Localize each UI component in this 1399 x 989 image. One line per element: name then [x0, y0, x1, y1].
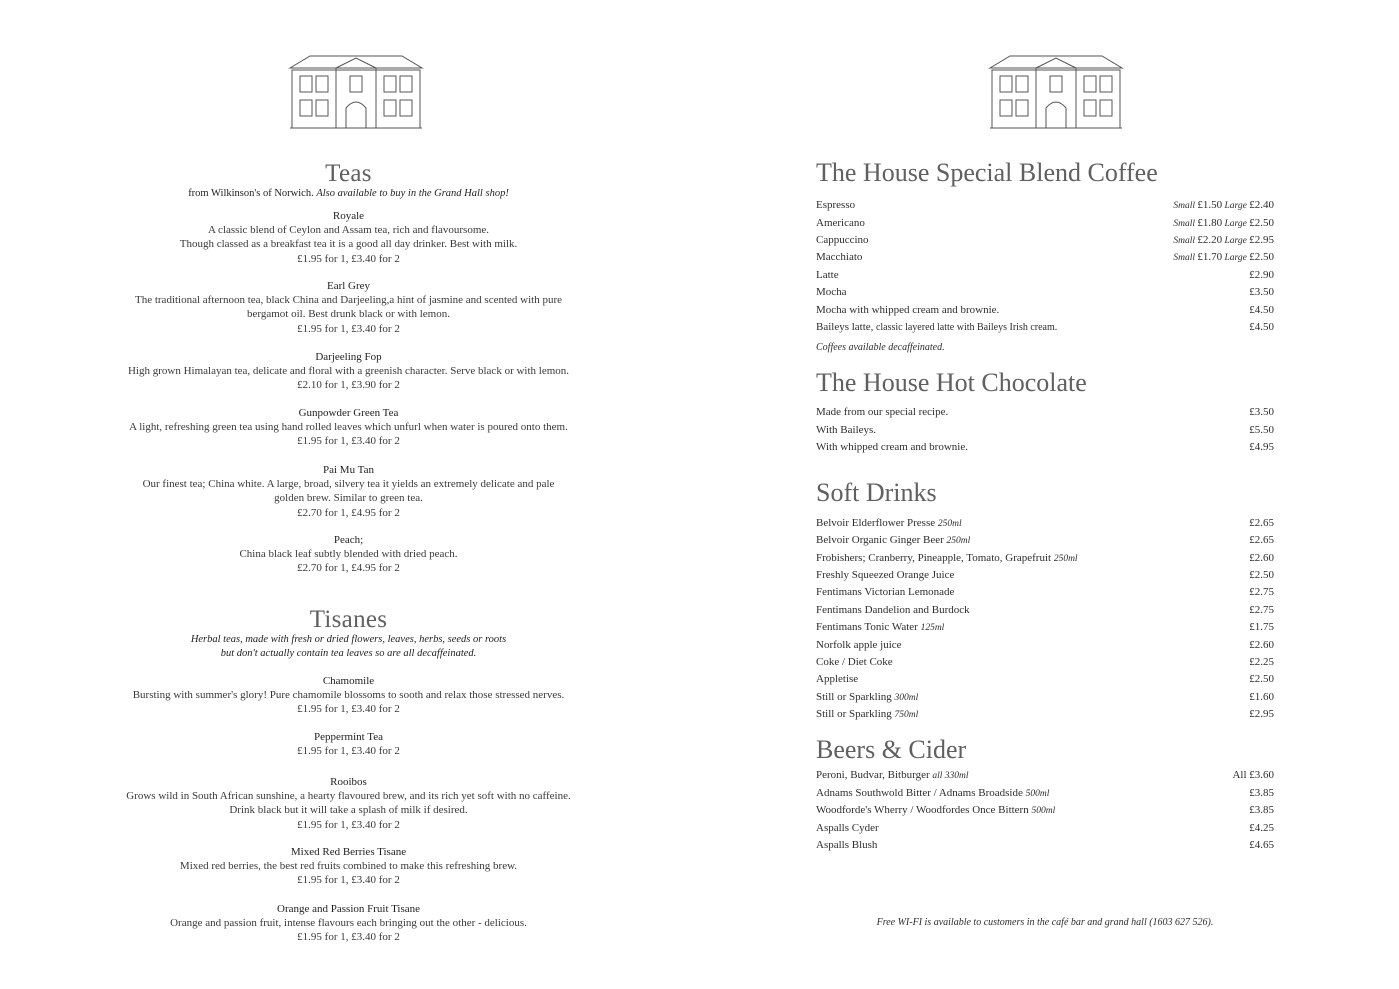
coffee-price: £2.90	[1249, 269, 1274, 281]
coffee-title: The House Special Blend Coffee	[816, 158, 1158, 187]
tea-name: Pai Mu Tan	[323, 464, 374, 476]
soft-drink-price: £2.60	[1249, 639, 1274, 651]
beer-price: £4.25	[1249, 822, 1274, 834]
coffee-name: Mocha	[816, 286, 847, 298]
coffee-name: Macchiato	[816, 251, 863, 263]
tea-name: Darjeeling Fop	[315, 351, 382, 363]
soft-drink-price: £2.95	[1249, 708, 1274, 720]
price-large: £2.40	[1249, 199, 1274, 211]
tisane-item	[100, 845, 597, 888]
drink-label: Still or Sparkling	[816, 691, 895, 703]
coffee-name-main: Baileys latte,	[816, 321, 874, 333]
tea-desc: The traditional afternoon tea, black China and Darjeeling,a hint of jasmine and scented with pure	[134, 294, 563, 307]
tea-item	[100, 406, 597, 449]
coffee-price: £4.50	[1249, 304, 1274, 316]
chocolate-price: £4.95	[1249, 441, 1274, 453]
tisanes-subtitle: Herbal teas, made with fresh or dried flowers, leaves, herbs, seeds or roots	[190, 634, 507, 645]
teas-subtitle-italic: Also available to buy in the Grand Hall shop!	[316, 188, 509, 199]
size-label: Large	[1222, 201, 1250, 211]
drink-size: 125ml	[920, 623, 945, 633]
teas-subtitle	[100, 187, 597, 200]
soft-drink-price: £1.60	[1249, 691, 1274, 703]
coffee-price: £3.50	[1249, 286, 1274, 298]
coffee-detail: classic layered latte with Baileys Irish cream.	[873, 322, 1058, 333]
tea-desc: High grown Himalayan tea, delicate and floral with a greenish character. Serve black or with lemon.	[127, 365, 570, 378]
tea-name: Peach;	[333, 534, 364, 546]
tea-item	[100, 463, 597, 520]
soft-drink-name	[816, 638, 902, 653]
coffee-price	[1173, 250, 1274, 265]
price-small: £1.80	[1197, 217, 1223, 229]
tisanes-subtitle: but don't actually contain tea leaves so are all decaffeinated.	[220, 648, 477, 659]
beer-price: £3.85	[1249, 804, 1274, 816]
chocolate-name: With whipped cream and brownie.	[816, 441, 968, 453]
price-small: £1.70	[1197, 251, 1223, 263]
coffee-name	[816, 320, 1057, 335]
beer-price: £3.85	[1249, 787, 1274, 799]
coffee-name: Cappuccino	[816, 234, 869, 246]
tea-desc: Our finest tea; China white. A large, broad, silvery tea it yields an extremely delicate and pale	[142, 478, 555, 491]
tisane-item	[100, 730, 597, 758]
tisane-name: Chamomile	[322, 675, 375, 687]
chocolate-name: With Baileys.	[816, 424, 877, 436]
tea-item	[100, 279, 597, 336]
price-large: £2.50	[1249, 217, 1274, 229]
beer-size: 500ml	[1031, 806, 1056, 816]
beer-name	[816, 821, 879, 836]
tisanes-header	[100, 606, 597, 661]
size-label: Small	[1173, 219, 1198, 229]
drink-label: Fentimans Tonic Water	[816, 621, 921, 633]
tisane-name: Mixed Red Berries Tisane	[290, 846, 407, 858]
size-label: Small	[1173, 236, 1198, 246]
drink-label: Still or Sparkling	[816, 708, 895, 720]
soft-drink-name	[816, 516, 962, 531]
soft-drink-price: £2.50	[1249, 673, 1274, 685]
soft-drink-price: £2.60	[1249, 552, 1274, 564]
beer-name	[816, 838, 877, 853]
teas-subtitle-plain: from Wilkinson's of Norwich.	[188, 188, 317, 199]
beer-label: Adnams Southwold Bitter / Adnams Broadside	[816, 787, 1026, 799]
soft-drink-name	[816, 707, 918, 722]
tea-item	[100, 209, 597, 266]
drink-label: Norfolk apple juice	[816, 639, 902, 651]
tisane-desc: Orange and passion fruit, intense flavours each bringing out the other - delicious.	[170, 917, 527, 930]
soft-drink-price: £2.75	[1249, 604, 1274, 616]
teas-title: Teas	[325, 160, 372, 187]
size-label: Large	[1222, 253, 1250, 263]
soft-drink-price: £2.65	[1249, 534, 1274, 546]
tisane-price: £1.95 for 1, £3.40 for 2	[297, 818, 400, 831]
beer-name	[816, 786, 1049, 801]
tisane-price: £1.95 for 1, £3.40 for 2	[297, 703, 400, 716]
soft-drink-price: £2.65	[1249, 517, 1274, 529]
beer-label: Woodforde's Wherry / Woodfordes Once Bittern	[816, 804, 1032, 816]
soft-drink-price: £2.50	[1249, 569, 1274, 581]
tea-desc: A classic blend of Ceylon and Assam tea, rich and flavoursome.	[207, 224, 490, 237]
soft-drink-price: £2.25	[1249, 656, 1274, 668]
tisane-desc: Drink black but it will take a splash of milk if desired.	[229, 804, 468, 817]
price-small: £2.20	[1197, 234, 1223, 246]
beer-name	[816, 768, 969, 783]
soft-drink-name	[816, 690, 918, 705]
soft-drink-name	[816, 585, 954, 600]
coffee-price	[1173, 216, 1274, 231]
soft-drink-name	[816, 620, 944, 635]
tea-desc: Though classed as a breakfast tea it is a good all day drinker. Best with milk.	[179, 238, 518, 251]
drink-label: Belvoir Organic Ginger Beer	[816, 534, 947, 546]
house-logo-left	[280, 46, 432, 130]
chocolate-price: £3.50	[1249, 406, 1274, 418]
beer-label: Peroni, Budvar, Bitburger	[816, 769, 933, 781]
tea-item	[100, 533, 597, 576]
tea-price: £1.95 for 1, £3.40 for 2	[297, 252, 400, 265]
soft-drink-name	[816, 533, 970, 548]
tisane-desc: Grows wild in South African sunshine, a hearty flavoured brew, and its rich yet soft with no caffeine.	[126, 790, 571, 803]
tisane-price: £1.95 for 1, £3.40 for 2	[297, 874, 400, 887]
drink-size: 250ml	[946, 536, 971, 546]
coffee-name: Espresso	[816, 199, 856, 211]
beer-size: all 330ml	[932, 771, 969, 781]
drink-label: Appletise	[816, 673, 859, 685]
beers-title: Beers & Cider	[816, 735, 967, 764]
soft-drink-name	[816, 551, 1078, 566]
coffee-price: £4.50	[1249, 321, 1274, 333]
drink-label: Frobishers; Cranberry, Pineapple, Tomato, Grapefruit	[816, 552, 1054, 564]
teas-header	[100, 160, 597, 200]
tea-price: £2.70 for 1, £4.95 for 2	[297, 562, 400, 575]
tea-price: £1.95 for 1, £3.40 for 2	[297, 322, 400, 335]
drink-label: Coke / Diet Coke	[816, 656, 893, 668]
tea-price: £2.70 for 1, £4.95 for 2	[297, 506, 400, 519]
coffee-name: Mocha with whipped cream and brownie.	[816, 304, 1000, 316]
beer-label: Aspalls Cyder	[816, 822, 879, 834]
tisane-desc: Bursting with summer's glory! Pure chamomile blossoms to sooth and relax those stressed nerves.	[132, 689, 565, 702]
chocolate-title: The House Hot Chocolate	[816, 368, 1087, 397]
drink-size: 250ml	[937, 519, 962, 529]
drink-size: 300ml	[894, 693, 919, 703]
beer-price: £4.65	[1249, 839, 1274, 851]
tea-desc: golden brew. Similar to green tea.	[274, 492, 423, 505]
coffee-name: Latte	[816, 269, 839, 281]
tea-name: Royale	[332, 210, 365, 222]
drink-size: 750ml	[894, 710, 919, 720]
price-small: £1.50	[1197, 199, 1223, 211]
tea-price: £1.95 for 1, £3.40 for 2	[297, 435, 400, 448]
soft-drink-price: £2.75	[1249, 586, 1274, 598]
tisane-item	[100, 775, 597, 832]
drink-label: Fentimans Dandelion and Burdock	[816, 604, 970, 616]
soft-drink-name	[816, 568, 954, 583]
decaf-note: Coffees available decaffeinated.	[816, 342, 945, 353]
price-large: £2.50	[1249, 251, 1274, 263]
soft-drink-price: £1.75	[1249, 621, 1274, 633]
drink-label: Fentimans Victorian Lemonade	[816, 586, 955, 598]
tisane-item	[100, 674, 597, 717]
tea-name: Gunpowder Green Tea	[298, 407, 399, 419]
beer-name	[816, 803, 1055, 818]
chocolate-name: Made from our special recipe.	[816, 406, 949, 418]
tisane-name: Peppermint Tea	[314, 731, 383, 743]
wifi-note: Free WI-FI is available to customers in the café bar and grand hall (1603 627 526).	[876, 917, 1214, 928]
tea-item	[100, 350, 597, 393]
size-label: Large	[1222, 219, 1250, 229]
beer-size: 500ml	[1025, 789, 1050, 799]
tea-desc: China black leaf subtly blended with dried peach.	[239, 548, 458, 561]
size-label: Small	[1173, 253, 1198, 263]
size-label: Small	[1173, 201, 1198, 211]
beer-price: All £3.60	[1232, 769, 1274, 781]
tisane-name: Orange and Passion Fruit Tisane	[277, 903, 420, 915]
tisane-price: £1.95 for 1, £3.40 for 2	[297, 745, 400, 758]
tisanes-title: Tisanes	[309, 606, 388, 633]
coffee-price	[1173, 198, 1274, 213]
price-large: £2.95	[1249, 234, 1274, 246]
tea-name: Earl Grey	[326, 280, 371, 292]
tea-price: £2.10 for 1, £3.90 for 2	[297, 379, 400, 392]
tisane-price: £1.95 for 1, £3.40 for 2	[297, 931, 400, 944]
size-label: Large	[1222, 236, 1250, 246]
house-logo-right	[980, 46, 1132, 130]
tisane-item	[100, 902, 597, 945]
drink-size: 250ml	[1053, 554, 1078, 564]
coffee-price	[1173, 233, 1274, 248]
chocolate-price: £5.50	[1249, 424, 1274, 436]
soft-drinks-title: Soft Drinks	[816, 478, 937, 507]
tisane-desc: Mixed red berries, the best red fruits combined to make this refreshing brew.	[179, 860, 518, 873]
drink-label: Freshly Squeezed Orange Juice	[816, 569, 955, 581]
tisane-name: Rooibos	[330, 776, 367, 788]
soft-drink-name	[816, 672, 858, 687]
soft-drink-name	[816, 655, 893, 670]
tea-desc: bergamot oil. Best drunk black or with lemon.	[247, 308, 450, 321]
tea-desc: A light, refreshing green tea using hand rolled leaves which unfurl when water is poured onto them.	[129, 421, 568, 434]
soft-drink-name	[816, 603, 970, 618]
coffee-name: Americano	[816, 217, 865, 229]
beer-label: Aspalls Blush	[816, 839, 878, 851]
drink-label: Belvoir Elderflower Presse	[816, 517, 938, 529]
